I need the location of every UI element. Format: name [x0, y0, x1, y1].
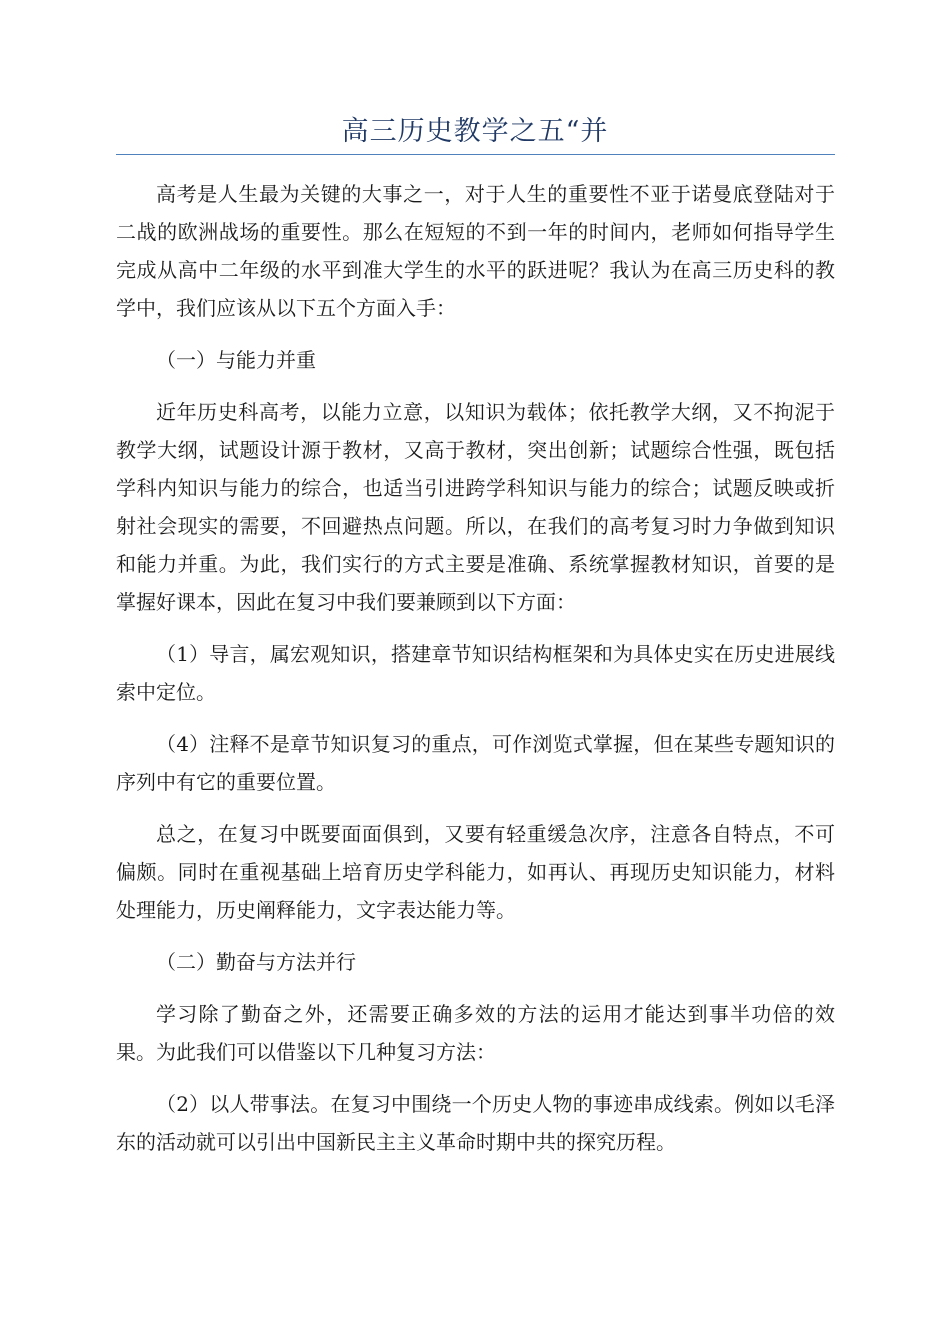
title-underline [116, 154, 835, 155]
section-heading-1: （一）与能力并重 [156, 348, 316, 372]
list-item-2: （2）以人带事法。在复习中围绕一个历史人物的事迹串成线索。例如以毛泽东的活动就可以引出中国新民主主义革命时期中共的探究历程。 [116, 1092, 835, 1154]
body-paragraph: 近年历史科高考，以能力立意，以知识为载体；依托教学大纲，又不拘泥于教学大纲，试题设计源于教材，又高于教材，突出创新；试题综合性强，既包括学科内知识与能力的综合，也适当引进跨学科知识与能力的综合；试题反映或折射社会现实的需要，不回避热点问题。所以，在我们的高考复习时力争做到知识和能力并重。为此，我们实行的方式主要是准确、系统掌握教材知识，首要的是掌握好课本，因此在复习中我们要兼顾到以下方面： [116, 400, 835, 614]
summary-paragraph: 总之，在复习中既要面面俱到，又要有轻重缓急次序，注意各自特点，不可偏颇。同时在重视基础上培育历史学科能力，如再认、再现历史知识能力，材料处理能力，历史阐释能力，文字表达能力等。 [116, 822, 835, 922]
section-heading-2: （二）勤奋与方法并行 [156, 950, 356, 974]
document-body [116, 175, 835, 1175]
list-item-1: （1）导言，属宏观知识，搭建章节知识结构框架和为具体史实在历史进展线索中定位。 [116, 642, 835, 704]
document-title: 高三历史教学之五“并 [341, 116, 609, 147]
list-item-4: （4）注释不是章节知识复习的重点，可作浏览式掌握，但在某些专题知识的序列中有它的重要位置。 [116, 732, 835, 794]
body-paragraph: 学习除了勤奋之外，还需要正确多效的方法的运用才能达到事半功倍的效果。为此我们可以借鉴以下几种复习方法： [116, 1002, 835, 1064]
intro-paragraph: 高考是人生最为关键的大事之一，对于人生的重要性不亚于诺曼底登陆对于二战的欧洲战场的重要性。那么在短短的不到一年的时间内，老师如何指导学生完成从高中二年级的水平到准大学生的水平的跃进呢？我认为在高三历史科的教学中，我们应该从以下五个方面入手： [116, 182, 835, 320]
